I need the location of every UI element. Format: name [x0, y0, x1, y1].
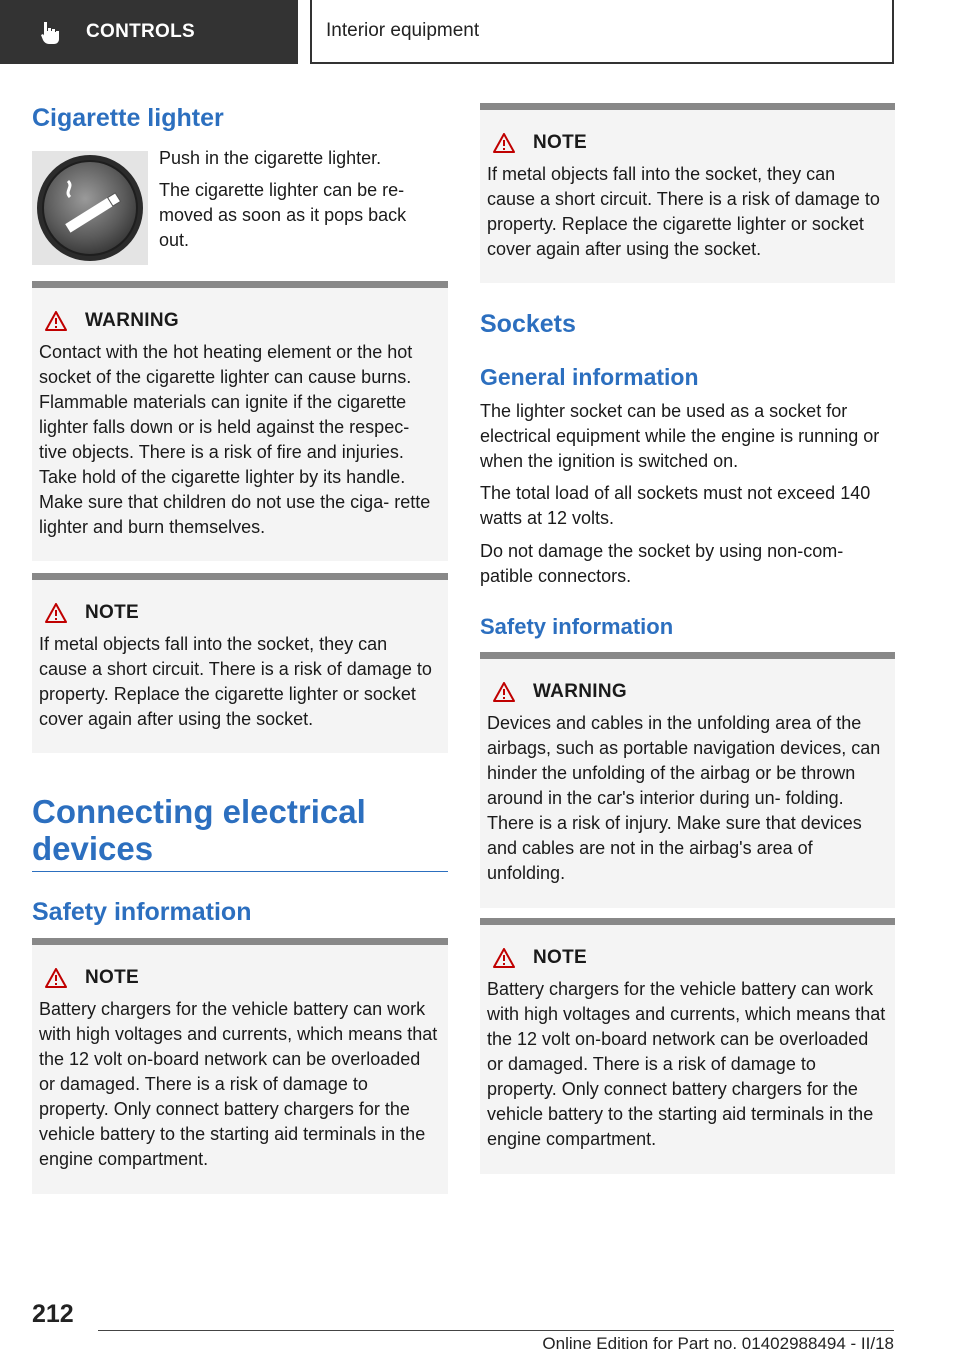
note-label: NOTE — [533, 947, 587, 968]
footer-rule — [98, 1330, 894, 1331]
note-text: Battery chargers for the vehicle battery can work with high voltages and currents, which means that the 12 volt on-board network can be overloaded or damaged. There is a risk of damage to property. Only connect battery chargers for the vehicle battery to the starting aid terminals in the engine compartment. — [487, 979, 886, 1149]
section-rule — [32, 871, 448, 872]
warning-text: Devices and cables in the unfolding area of the airbags, such as portable navigation devices, can hinder the unfolding of the airbag or be thrown around in the car's interior during un- folding. There is a risk of injury. Make sure that devices and cables are not in the airbag's area of unfolding. — [487, 713, 881, 883]
note-box-socket-right — [480, 103, 895, 283]
warning-label: WARNING — [85, 310, 179, 331]
pointing-hand-icon — [38, 19, 64, 45]
warning-text: Contact with the hot heating element or the hot socket of the cigarette lighter can cause burns. Flammable materials can ignite if the cigarette lighter falls down or is held against the respec- tive objects. There is a risk of fire and injuries. Take hold of the cigarette lighter by its handle. Make sure that children do not use the ciga- rette lighter and burn themselves. — [39, 342, 431, 537]
cig-paragraph-1: Push in the cigarette lighter. — [159, 148, 382, 168]
warning-box-airbags — [480, 652, 895, 908]
cigarette-lighter-title: Cigarette lighter — [32, 104, 224, 132]
warning-triangle-icon — [45, 311, 67, 331]
chapter-tab — [310, 0, 894, 64]
connecting-devices-title: Connecting electrical devices — [32, 793, 366, 867]
section-tab — [0, 0, 298, 64]
note-label: NOTE — [533, 132, 587, 153]
note-box-socket — [32, 573, 448, 753]
warning-triangle-icon — [493, 948, 515, 968]
warning-triangle-icon — [45, 603, 67, 623]
safety-info-title-right: Safety information — [480, 614, 674, 639]
sockets-title: Sockets — [480, 310, 576, 338]
warning-triangle-icon — [493, 682, 515, 702]
general-paragraph-1: The lighter socket can be used as a socket for electrical equipment while the engine is running or when the ignition is switched on. — [480, 401, 880, 471]
cigarette-lighter-image — [32, 151, 148, 265]
note-text: Battery chargers for the vehicle battery can work with high voltages and currents, which means that the 12 volt on-board network can be overloaded or damaged. There is a risk of damage to property. Only connect battery chargers for the vehicle battery to the starting aid terminals in the engine compartment. — [39, 999, 438, 1169]
safety-info-title-left: Safety information — [32, 898, 252, 926]
cigarette-lighter-icon — [32, 151, 148, 265]
general-paragraph-2: The total load of all sockets must not exceed 140 watts at 12 volts. — [480, 483, 871, 528]
page-number: 212 — [32, 1300, 74, 1328]
note-box-chargers-left — [32, 938, 448, 1194]
warning-triangle-icon — [45, 968, 67, 988]
edition-text: Online Edition for Part no. 01402988494 - II/18 — [542, 1334, 894, 1353]
cig-paragraph-2: The cigarette lighter can be re- moved as soon as it pops back out. — [159, 180, 407, 250]
note-text: If metal objects fall into the socket, they can cause a short circuit. There is a risk of damage to property. Replace the cigarette lighter or socket cover again after using the socket. — [39, 634, 432, 729]
note-box-chargers-right — [480, 918, 895, 1174]
section-label: CONTROLS — [86, 21, 196, 42]
warning-box-burns — [32, 281, 448, 561]
note-label: NOTE — [85, 967, 139, 988]
note-label: NOTE — [85, 602, 139, 623]
general-info-title: General information — [480, 364, 699, 390]
general-paragraph-3: Do not damage the socket by using non-com- patible connectors. — [480, 541, 844, 586]
note-text: If metal objects fall into the socket, they can cause a short circuit. There is a risk of damage to property. Replace the cigarette lighter or socket cover again after using the socket. — [487, 164, 880, 259]
chapter-label: Interior equipment — [326, 20, 480, 41]
warning-triangle-icon — [493, 133, 515, 153]
warning-label: WARNING — [533, 681, 627, 702]
